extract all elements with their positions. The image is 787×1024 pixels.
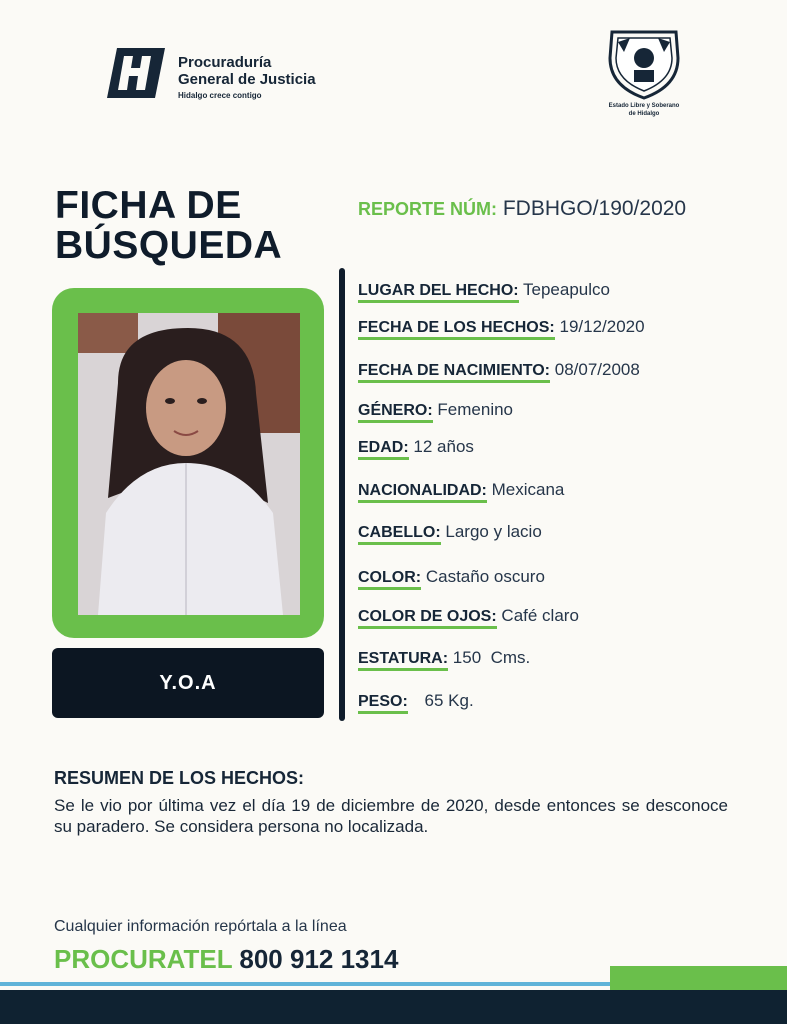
- field-label: FECHA DE NACIMIENTO:: [358, 362, 550, 383]
- page-title: [55, 186, 282, 266]
- org-tagline: Hidalgo crece contigo: [178, 91, 262, 100]
- field-label: NACIONALIDAD:: [358, 482, 487, 503]
- field-label: CABELLO:: [358, 524, 441, 545]
- field-fecha-nacimiento: [358, 360, 640, 380]
- hotline-label: PROCURATEL: [54, 944, 233, 974]
- hotline: [54, 944, 398, 975]
- field-value: Femenino: [437, 400, 514, 419]
- field-color: [358, 567, 545, 587]
- person-name: Y.O.A: [159, 672, 217, 694]
- field-value: 08/07/2008: [554, 360, 640, 379]
- hotline-number: 800 912 1314: [239, 944, 399, 974]
- title-line2: BÚSQUEDA: [55, 224, 283, 267]
- pgj-logo-text: [178, 54, 316, 100]
- field-value: 65 Kg.: [424, 691, 474, 710]
- field-value: Mexicana: [491, 480, 565, 499]
- contact-cta: Cualquier información repórtala a la línea: [54, 918, 347, 935]
- pgj-logo-icon: [107, 48, 165, 98]
- field-label: ESTATURA:: [358, 650, 448, 671]
- vertical-divider: [339, 268, 345, 721]
- field-estatura: [358, 648, 530, 668]
- field-color-ojos: [358, 606, 579, 626]
- state-caption-line2: de Hidalgo: [628, 111, 660, 117]
- field-label: GÉNERO:: [358, 402, 433, 423]
- field-nacionalidad: [358, 480, 564, 500]
- field-label: COLOR:: [358, 569, 421, 590]
- field-value: 12 años: [413, 437, 474, 456]
- field-label: PESO:: [358, 693, 408, 714]
- field-peso: [358, 691, 474, 711]
- field-lugar: [358, 280, 610, 300]
- field-genero: [358, 400, 513, 420]
- footer-stripe-green: [610, 966, 787, 990]
- title-line1: FICHA DE: [55, 184, 242, 227]
- state-shield-icon: [604, 28, 684, 100]
- field-label: COLOR DE OJOS:: [358, 608, 497, 629]
- report-number-label: REPORTE NÚM:: [358, 199, 497, 219]
- field-label: LUGAR DEL HECHO:: [358, 282, 519, 303]
- missing-person-photo: [78, 313, 300, 615]
- field-value: Castaño oscuro: [425, 567, 545, 586]
- org-name-line1: Procuraduría: [178, 54, 272, 71]
- field-edad: [358, 437, 474, 457]
- field-value: 150 Cms.: [452, 648, 531, 667]
- field-value: Largo y lacio: [445, 522, 542, 541]
- field-fecha-hechos: [358, 317, 645, 337]
- field-value: Café claro: [501, 606, 579, 625]
- state-shield-caption: [596, 102, 692, 118]
- report-number: [358, 197, 686, 221]
- field-label: FECHA DE LOS HECHOS:: [358, 319, 555, 340]
- report-number-value: FDBHGO/190/2020: [502, 197, 687, 220]
- field-cabello: [358, 522, 542, 542]
- summary-title: RESUMEN DE LOS HECHOS:: [54, 768, 305, 788]
- summary-text: Se le vio por última vez el día 19 de diciembre de 2020, desde entonces se desconoce su paradero. Se considera persona no localizada.: [54, 796, 728, 836]
- org-name-line2: General de Justicia: [178, 71, 316, 88]
- footer-stripe-blue: [0, 982, 610, 986]
- footer-band: [0, 990, 787, 1024]
- field-value: Tepeapulco: [523, 280, 610, 299]
- field-label: EDAD:: [358, 439, 409, 460]
- field-value: 19/12/2020: [559, 317, 645, 336]
- state-caption-line1: Estado Libre y Soberano: [608, 103, 680, 109]
